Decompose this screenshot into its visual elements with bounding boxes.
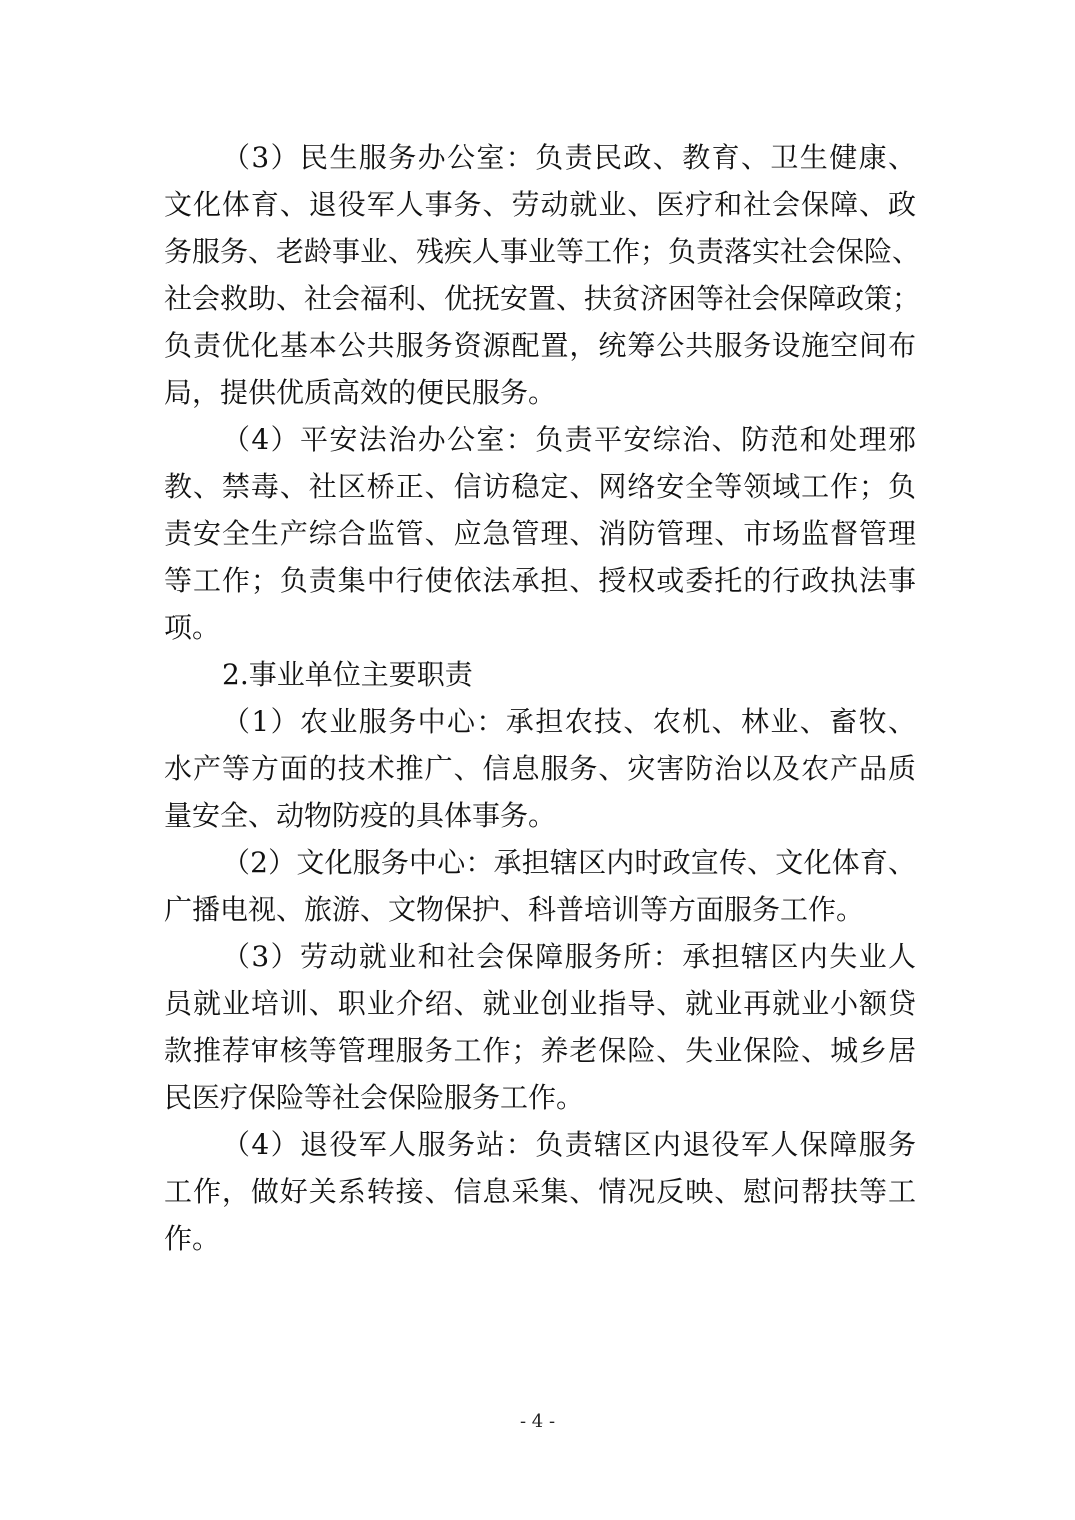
text-line: （4）平安法治办公室：负责平安综治、防范和处理邪 [222,423,916,456]
paragraph-agriculture-center [164,698,916,839]
text-line: 社会救助、社会福利、优抚安置、扶贫济困等社会保障政策； [164,282,921,315]
text-line: 工作，做好关系转接、信息采集、情况反映、慰问帮扶等工 [164,1175,916,1208]
text-line: 项。 [164,611,221,644]
document-body [164,134,921,1262]
text-line: （3）劳动就业和社会保障服务所：承担辖区内失业人 [222,940,916,973]
text-line: 款推荐审核等管理服务工作；养老保险、失业保险、城乡居 [164,1034,916,1067]
text-line: 责安全生产综合监管、应急管理、消防管理、市场监督管理 [164,517,916,550]
paragraph-civil-service-office [164,134,921,416]
text-line: 量安全、动物防疫的具体事务。 [164,799,557,832]
paragraph-veterans-station [164,1121,916,1262]
section-heading: 2.事业单位主要职责 [222,658,473,691]
section-heading-public-institutions [164,651,916,698]
text-line: 作。 [164,1222,221,1255]
paragraph-safety-law-office [164,416,916,651]
text-line: 务服务、老龄事业、残疾人事业等工作；负责落实社会保险、 [164,235,921,268]
text-line: 局，提供优质高效的便民服务。 [164,376,557,409]
paragraph-culture-center [164,839,916,933]
page-number: - 4 - [519,1411,556,1432]
text-line: 广播电视、旅游、文物保护、科普培训等方面服务工作。 [164,893,865,926]
text-line: 教、禁毒、社区桥正、信访稳定、网络安全等领域工作；负 [164,470,916,503]
text-line: 等工作；负责集中行使依法承担、授权或委托的行政执法事 [164,564,916,597]
text-line: （3）民生服务办公室：负责民政、教育、卫生健康、 [222,141,916,174]
text-line: （1）农业服务中心：承担农技、农机、林业、畜牧、 [222,705,916,738]
text-line: （4）退役军人服务站：负责辖区内退役军人保障服务 [222,1128,916,1161]
paragraph-labor-social-security [164,933,916,1121]
text-line: 负责优化基本公共服务资源配置，统筹公共服务设施空间布 [164,329,916,362]
text-line: （2）文化服务中心：承担辖区内时政宣传、文化体育、 [222,846,916,879]
text-line: 民医疗保险等社会保险服务工作。 [164,1081,585,1114]
text-line: 水产等方面的技术推广、信息服务、灾害防治以及农产品质 [164,752,916,785]
text-line: 员就业培训、职业介绍、就业创业指导、就业再就业小额贷 [164,987,916,1020]
text-line: 文化体育、退役军人事务、劳动就业、医疗和社会保障、政 [164,188,916,221]
